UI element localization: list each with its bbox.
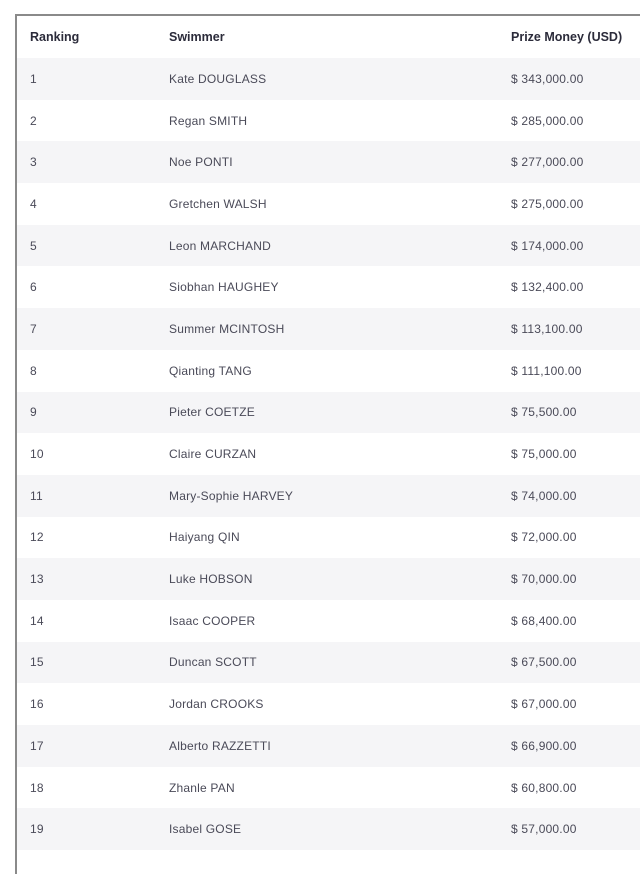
table-row bbox=[17, 141, 640, 183]
ranking-cell: 17 bbox=[30, 738, 44, 753]
prize-money-table bbox=[17, 16, 640, 850]
table-row bbox=[17, 683, 640, 725]
prize-money-cell: $ 277,000.00 bbox=[511, 155, 584, 170]
prize-money-cell: $ 75,500.00 bbox=[511, 405, 577, 420]
swimmer-cell: Haiyang QIN bbox=[169, 530, 240, 545]
ranking-cell: 1 bbox=[30, 71, 37, 86]
swimmer-cell: Regan SMITH bbox=[169, 113, 248, 128]
prize-money-cell: $ 174,000.00 bbox=[511, 238, 584, 253]
table-row bbox=[17, 58, 640, 100]
table-row bbox=[17, 517, 640, 559]
swimmer-cell: Mary-Sophie HARVEY bbox=[169, 488, 294, 503]
prize-money-cell: $ 67,500.00 bbox=[511, 655, 577, 670]
table-row bbox=[17, 350, 640, 392]
prize-money-cell: $ 111,100.00 bbox=[511, 363, 582, 378]
prize-money-cell: $ 113,100.00 bbox=[511, 321, 583, 336]
swimmer-cell: Claire CURZAN bbox=[169, 447, 257, 462]
table-row bbox=[17, 642, 640, 684]
table-row bbox=[17, 225, 640, 267]
swimmer-cell: Isaac COOPER bbox=[169, 613, 256, 628]
prize-money-table-container bbox=[15, 14, 640, 874]
table-row bbox=[17, 600, 640, 642]
ranking-cell: 5 bbox=[30, 238, 37, 253]
swimmer-cell: Kate DOUGLASS bbox=[169, 71, 267, 86]
ranking-cell: 3 bbox=[30, 155, 37, 170]
ranking-cell: 12 bbox=[30, 530, 44, 545]
ranking-cell: 13 bbox=[30, 572, 44, 587]
swimmer-cell: Noe PONTI bbox=[169, 155, 233, 170]
ranking-cell: 9 bbox=[30, 405, 37, 420]
header-prize-money: Prize Money (USD) bbox=[511, 30, 623, 44]
ranking-cell: 11 bbox=[30, 488, 43, 503]
prize-money-cell: $ 343,000.00 bbox=[511, 71, 584, 86]
ranking-cell: 15 bbox=[30, 655, 44, 670]
table-body bbox=[17, 58, 640, 850]
swimmer-cell: Luke HOBSON bbox=[169, 572, 253, 587]
ranking-cell: 10 bbox=[30, 447, 44, 462]
prize-money-cell: $ 68,400.00 bbox=[511, 613, 577, 628]
table-row bbox=[17, 392, 640, 434]
swimmer-cell: Isabel GOSE bbox=[169, 822, 242, 837]
prize-money-cell: $ 285,000.00 bbox=[511, 113, 584, 128]
ranking-cell: 2 bbox=[30, 113, 37, 128]
prize-money-cell: $ 275,000.00 bbox=[511, 196, 584, 211]
swimmer-cell: Gretchen WALSH bbox=[169, 196, 267, 211]
swimmer-cell: Pieter COETZE bbox=[169, 405, 255, 420]
header-row bbox=[17, 16, 640, 58]
ranking-cell: 16 bbox=[30, 697, 44, 712]
table-row bbox=[17, 183, 640, 225]
table-row bbox=[17, 558, 640, 600]
swimmer-cell: Qianting TANG bbox=[169, 363, 252, 378]
ranking-cell: 6 bbox=[30, 280, 37, 295]
ranking-cell: 8 bbox=[30, 363, 37, 378]
ranking-cell: 19 bbox=[30, 822, 44, 837]
ranking-cell: 14 bbox=[30, 613, 44, 628]
ranking-cell: 4 bbox=[30, 196, 37, 211]
table-row bbox=[17, 433, 640, 475]
table-row bbox=[17, 100, 640, 142]
prize-money-cell: $ 70,000.00 bbox=[511, 572, 577, 587]
table-row bbox=[17, 308, 640, 350]
ranking-cell: 7 bbox=[30, 321, 37, 336]
swimmer-cell: Alberto RAZZETTI bbox=[169, 738, 271, 753]
swimmer-cell: Summer MCINTOSH bbox=[169, 321, 285, 336]
swimmer-cell: Zhanle PAN bbox=[169, 780, 235, 795]
table-header bbox=[17, 16, 640, 58]
prize-money-cell: $ 60,800.00 bbox=[511, 780, 577, 795]
header-ranking: Ranking bbox=[30, 30, 80, 44]
swimmer-cell: Duncan SCOTT bbox=[169, 655, 257, 670]
swimmer-cell: Jordan CROOKS bbox=[169, 697, 264, 712]
prize-money-cell: $ 75,000.00 bbox=[511, 447, 577, 462]
swimmer-cell: Siobhan HAUGHEY bbox=[169, 280, 279, 295]
table-row bbox=[17, 475, 640, 517]
table-row bbox=[17, 725, 640, 767]
table-row bbox=[17, 808, 640, 850]
swimmer-cell: Leon MARCHAND bbox=[169, 238, 271, 253]
prize-money-cell: $ 74,000.00 bbox=[511, 488, 577, 503]
table-row bbox=[17, 266, 640, 308]
ranking-cell: 18 bbox=[30, 780, 44, 795]
header-swimmer: Swimmer bbox=[169, 30, 225, 44]
prize-money-cell: $ 66,900.00 bbox=[511, 738, 577, 753]
prize-money-cell: $ 67,000.00 bbox=[511, 697, 577, 712]
prize-money-cell: $ 72,000.00 bbox=[511, 530, 577, 545]
prize-money-cell: $ 132,400.00 bbox=[511, 280, 584, 295]
prize-money-cell: $ 57,000.00 bbox=[511, 822, 577, 837]
table-row bbox=[17, 767, 640, 809]
